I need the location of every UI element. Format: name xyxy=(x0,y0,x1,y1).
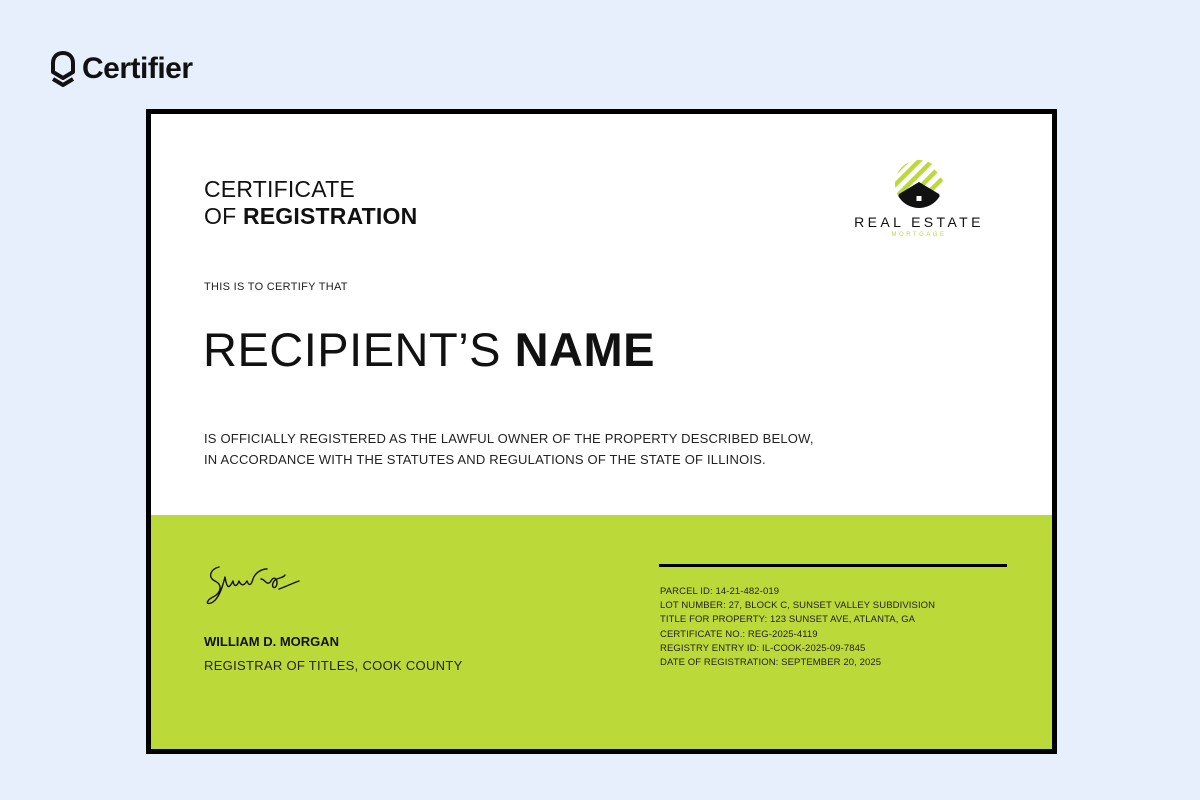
certificate xyxy=(146,109,1057,754)
detail-item: CERTIFICATE NO.: REG-2025-4119 xyxy=(660,628,818,640)
certifier-brand xyxy=(50,50,193,88)
signature xyxy=(201,559,316,617)
title-line-2 xyxy=(204,203,417,230)
detail-item: REGISTRY ENTRY ID: IL-COOK-2025-09-7845 xyxy=(660,642,866,654)
signature-line xyxy=(659,564,1007,567)
property-details xyxy=(660,585,935,670)
description-line-2: IN ACCORDANCE WITH THE STATUTES AND REGULATIONS OF THE STATE OF ILLINOIS. xyxy=(204,452,766,467)
brand-name: Certifier xyxy=(82,52,193,85)
description-line-1: IS OFFICIALLY REGISTERED AS THE LAWFUL OWNER OF THE PROPERTY DESCRIBED BELOW, xyxy=(204,431,814,446)
detail-item: TITLE FOR PROPERTY: 123 SUNSET AVE, ATLANTA, GA xyxy=(660,614,916,626)
real-estate-logo xyxy=(839,159,999,238)
title-line-1: CERTIFICATE xyxy=(204,176,355,202)
certifier-logo-icon xyxy=(50,50,76,88)
logo-subtitle: MORTGAGE xyxy=(891,232,947,238)
detail-item: PARCEL ID: 14-21-482-019 xyxy=(660,586,780,597)
house-circle-icon xyxy=(894,159,944,209)
detail-item: DATE OF REGISTRATION: SEPTEMBER 20, 2025 xyxy=(660,657,882,669)
recipient-regular: RECIPIENT’S xyxy=(203,323,501,376)
certificate-title xyxy=(204,176,417,230)
signer-name: WILLIAM D. MORGAN xyxy=(204,634,340,649)
description xyxy=(204,428,814,470)
logo-name: REAL ESTATE xyxy=(854,214,984,230)
certify-text: THIS IS TO CERTIFY THAT xyxy=(204,281,348,293)
signer-role: REGISTRAR OF TITLES, COOK COUNTY xyxy=(204,658,463,673)
detail-item: LOT NUMBER: 27, BLOCK C, SUNSET VALLEY SUBDIVISION xyxy=(660,600,936,612)
title-prefix: OF xyxy=(204,203,237,229)
recipient-name xyxy=(203,322,655,378)
recipient-bold: NAME xyxy=(514,323,655,376)
title-bold: REGISTRATION xyxy=(242,203,418,229)
